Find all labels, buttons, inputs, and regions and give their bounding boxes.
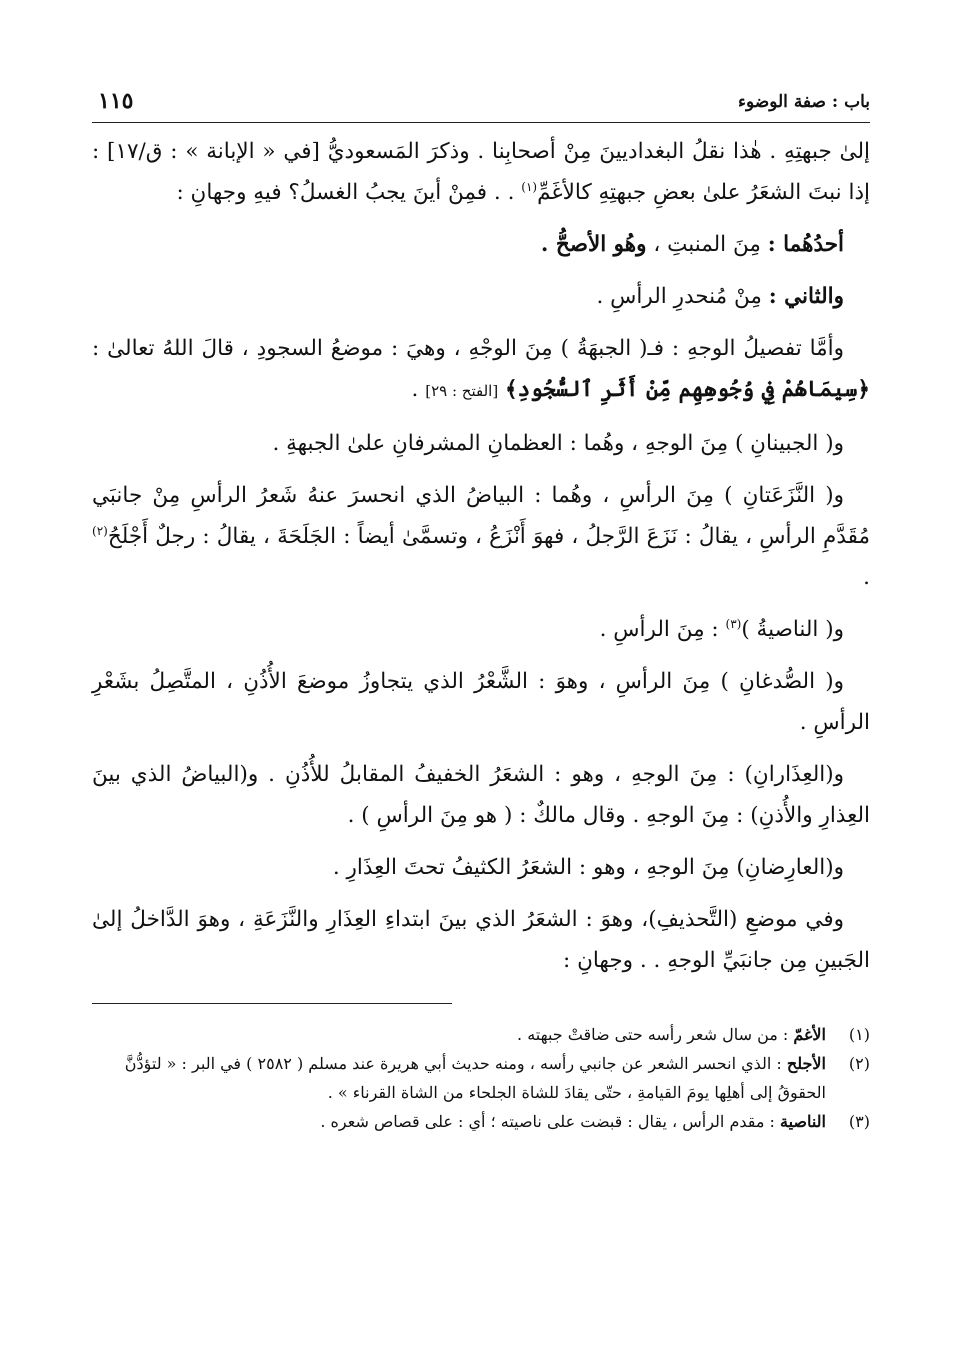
- jabha-text: وأمَّا تفصيلُ الوجهِ : فـ( الجبهَةُ ) مِنَ الوجْهِ ، وهيَ : موضعُ السجودِ ، قالَ اللهُ تعالىٰ :: [92, 336, 844, 361]
- verse-reference: [الفتح : ٢٩]: [425, 382, 499, 400]
- footnote-1: [92, 1020, 870, 1049]
- nasiya-end: : مِنَ الرأسِ .: [599, 617, 726, 642]
- footnote-number: (١): [848, 1025, 870, 1044]
- option-first: [92, 224, 870, 265]
- footnote-3: [92, 1107, 870, 1136]
- nasiya-text: و( الناصيةُ ): [741, 617, 844, 642]
- page-number: ١١٥: [98, 88, 134, 114]
- option-first-text: مِنَ المنبتِ ،: [646, 232, 768, 257]
- footnote-term: الناصية: [779, 1112, 826, 1131]
- paragraph-aridan: و(العارِضانِ) مِنَ الوجهِ ، وهو : الشعَرُ الكثيفُ تحتَ العِذَارِ .: [332, 855, 844, 880]
- footnote-2: [92, 1049, 870, 1107]
- footnote-ref-2[interactable]: (٢): [92, 523, 108, 538]
- paragraph-sudghan: و( الصُّدغانِ ) مِنَ الرأسِ ، وهوَ : الشَّعْرُ الذي يتجاوزُ موضعَ الأُذُنِ ، المتَّصِلُ بشَعْرِ الرأسِ .: [92, 669, 870, 735]
- footnote-term: الأغمّ: [793, 1025, 826, 1044]
- paragraph-tahdhif: وفي موضعِ (التَّحذيفِ)، وهوَ : الشعَرُ الذي بينَ ابتداءِ العِذَارِ والنَّزَعَةِ ، وهوَ الدَّاخلُ إلىٰ الجَبينِ مِن جانبَيِّ الوجهِ . . وجهانِ :: [92, 907, 870, 973]
- jabha-end: .: [411, 377, 426, 402]
- footnotes: [92, 1020, 870, 1136]
- book-page: [92, 86, 870, 1306]
- paragraph-nazaatan: [92, 475, 870, 598]
- option-second: [92, 276, 870, 317]
- paragraph-nasiya: [92, 609, 870, 650]
- paragraph-text: إلىٰ جبهتِهِ . هٰذا نقلُ البغداديينَ مِنْ أصحابِنا . وذكرَ المَسعوديُّ [في « الإبانة » : ق/١٧] : إذا نبتَ الشعَرُ علىٰ بعضِ جبهتِهِ كالأغَمِّ: [92, 139, 870, 205]
- footnote-text: : الذي انحسر الشعر عن جانبي رأسه ، ومنه حديث أبي هريرة عند مسلم ( ٢٥٨٢ ) في البر : « لتؤدُّنَّ الحقوقُ إلى أهلِها يومَ القيامةِ ، حتّى يقادَ للشاة الجلحاء من الشاة القرناء » .: [124, 1054, 826, 1102]
- paragraph-intro: [92, 131, 870, 213]
- footnote-number: (٣): [848, 1112, 870, 1131]
- footnote-number: (٢): [848, 1054, 870, 1073]
- quran-verse: ﴿سِيمَاهُمْ فِي وُجُوهِهِم مِّنْ أَثَرِ ٱلسُّجُودِ﴾: [505, 377, 870, 402]
- footnote-text: : مقدم الرأس ، يقال : قبضت على ناصيته ؛ أي : على قصاص شعره .: [320, 1112, 780, 1131]
- option-second-label: والثاني :: [768, 284, 844, 309]
- option-second-text: مِنْ مُنحدرِ الرأسِ .: [596, 284, 769, 309]
- page-header: [92, 86, 870, 123]
- nazaatan-end: .: [863, 565, 870, 590]
- footnote-term: الأجلح: [786, 1054, 826, 1073]
- footnote-text: : من سال شعر رأسه حتى ضاقتْ جبهته .: [517, 1025, 794, 1044]
- paragraph-jabinan: و( الجبينانِ ) مِنَ الوجهِ ، وهُما : العظمانِ المشرفانِ علىٰ الجبهةِ .: [272, 431, 844, 456]
- footnote-ref-3[interactable]: (٣): [725, 616, 742, 631]
- nazaatan-text: و( النَّزَعَتانِ ) مِنَ الرأسِ ، وهُما : البياضُ الذي انحسرَ عنهُ شَعرُ الرأسِ مِنْ جانبَي مُقَدَّمِ الرأسِ ، يقالُ : نَزَعَ الرَّجلُ ، فهوَ أَنْزَعُ ، وتسمَّىٰ أيضاً : الجَلَحَةَ ، يقالُ : رجلٌ أَجْلَحُ: [92, 483, 870, 549]
- footnote-divider: [92, 1003, 452, 1004]
- paragraph-jabha: [92, 328, 870, 412]
- option-first-label: أحدُهُما :: [767, 232, 844, 257]
- paragraph-text-continued: . . فمِنْ أينَ يجبُ الغسلُ؟ فيهِ وجهانِ :: [176, 180, 522, 205]
- option-first-conclusion: وهُو الأصحُّ .: [540, 232, 647, 257]
- chapter-title: باب : صفة الوضوء: [738, 92, 870, 112]
- paragraph-idharan: و(العِذَارانِ) : مِنَ الوجهِ ، وهو : الشعَرُ الخفيفُ المقابلُ للأُذُنِ . و(البياضُ الذي بينَ العِذارِ والأُذنِ) : مِنَ الوجهِ . وقال مالكٌ : ( هو مِنَ الرأسِ ) .: [92, 762, 870, 828]
- main-text: [92, 131, 870, 981]
- footnote-ref-1[interactable]: (١): [521, 179, 538, 194]
